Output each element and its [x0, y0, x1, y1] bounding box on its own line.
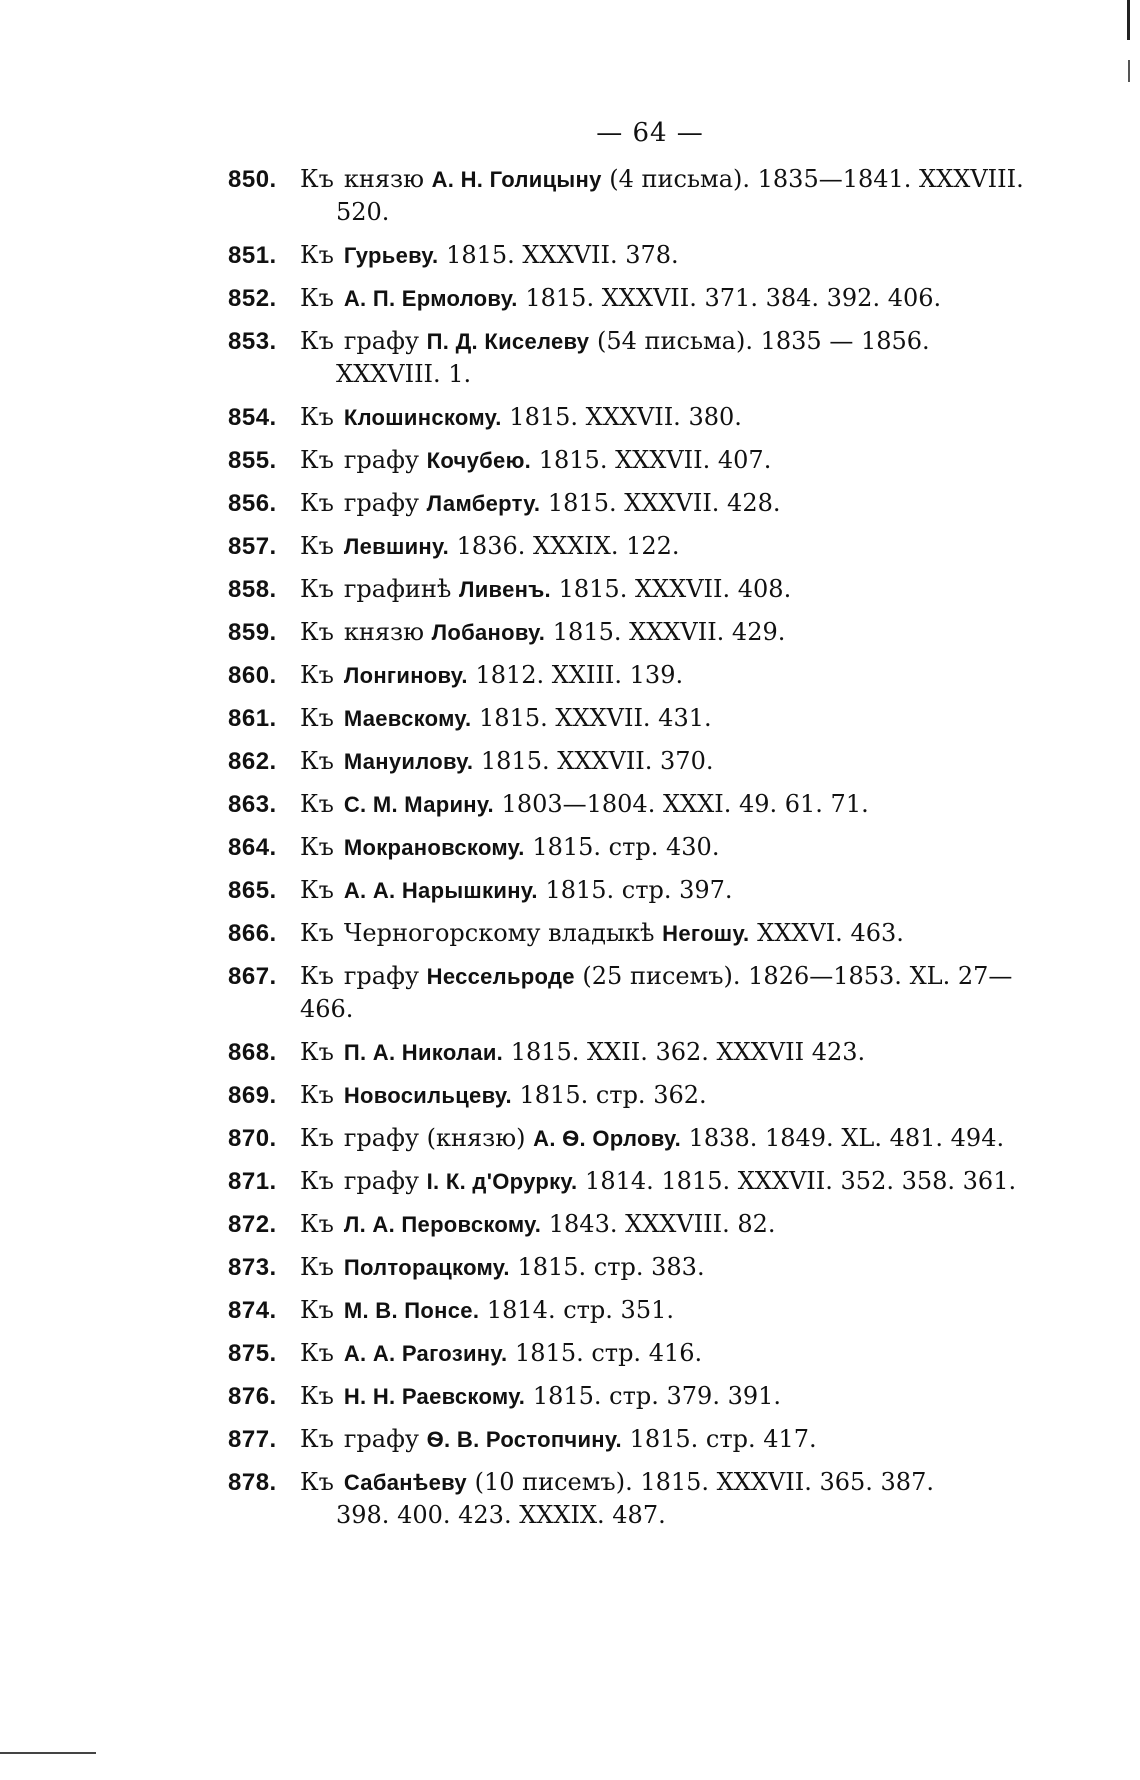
- entry-preposition: Къ: [300, 747, 334, 775]
- list-item: [228, 788, 1058, 821]
- list-item: [228, 874, 1058, 907]
- list-item: [228, 616, 1058, 649]
- entry-number: 857.: [228, 533, 277, 560]
- entry-number: 865.: [228, 877, 277, 904]
- page-edge-mark: [1128, 60, 1130, 82]
- entry-recipient-name: С. М. Марину.: [343, 792, 494, 817]
- list-item: [228, 325, 1058, 391]
- entry-recipient-name: М. В. Понсе.: [343, 1298, 480, 1323]
- list-item: [228, 282, 1058, 315]
- entry-recipient-name: Гурьеву.: [343, 243, 439, 268]
- entry-reference: 1803—1804. XXXI. 49. 61. 71.: [501, 790, 869, 818]
- entry-number: 854.: [228, 404, 277, 431]
- entry-recipient-name: А. А. Нарышкину.: [343, 878, 538, 903]
- entry-number: 853.: [228, 328, 277, 355]
- entry-reference: 1815. XXXVII. 408.: [558, 575, 792, 603]
- entry-preposition: Къ: [300, 1339, 334, 1367]
- entry-title: графу: [343, 489, 419, 517]
- list-item: [228, 659, 1058, 692]
- entry-reference: 1815. стр. 383.: [517, 1253, 705, 1281]
- list-item: [228, 1380, 1058, 1413]
- entry-recipient-name: Негошу.: [662, 921, 750, 946]
- entry-reference: 1814. стр. 351.: [486, 1296, 674, 1324]
- entry-title: Черногорскому владыкѣ: [343, 919, 655, 947]
- entry-reference: 1815. XXII. 362. XXXVII 423.: [510, 1038, 866, 1066]
- entry-text: [300, 745, 1058, 778]
- entry-text: [300, 1036, 1058, 1069]
- list-item: [228, 1251, 1058, 1284]
- entry-text: [300, 831, 1058, 864]
- entry-recipient-name: Клошинскому.: [343, 405, 502, 430]
- entry-reference: 1815. стр. 417.: [629, 1425, 817, 1453]
- entry-preposition: Къ: [300, 575, 334, 603]
- entry-preposition: Къ: [300, 790, 334, 818]
- list-item: [228, 745, 1058, 778]
- entry-text: [300, 1208, 1058, 1241]
- entry-number: 856.: [228, 490, 277, 517]
- entry-reference: 1843. XXXVIII. 82.: [548, 1210, 776, 1238]
- entry-reference: 1815. XXXVII. 428.: [547, 489, 781, 517]
- entry-text: [300, 1294, 1058, 1327]
- entry-number: 860.: [228, 662, 277, 689]
- entry-reference: 1836. XXXIX. 122.: [456, 532, 680, 560]
- entry-reference: 1838. 1849. XL. 481. 494.: [688, 1124, 1005, 1152]
- entry-recipient-name: П. А. Николаи.: [343, 1040, 504, 1065]
- entry-text: [300, 1165, 1058, 1198]
- entry-reference: (25 писемъ). 1826—1853. XL. 27—466.: [300, 962, 1013, 1023]
- entry-continuation: 398. 400. 423. XXXIX. 487.: [336, 1501, 666, 1529]
- entry-recipient-name: Ливенъ.: [458, 577, 551, 602]
- entry-title: графу: [343, 1167, 419, 1195]
- entry-recipient-name: Ламберту.: [426, 491, 541, 516]
- list-item: [228, 702, 1058, 735]
- entry-text: [300, 487, 1058, 520]
- entry-reference: 1815. XXXVII. 378.: [446, 241, 679, 269]
- entry-preposition: Къ: [300, 284, 334, 312]
- entry-reference: 1815. стр. 379. 391.: [532, 1382, 782, 1410]
- entry-preposition: Къ: [300, 1210, 334, 1238]
- entry-number: 873.: [228, 1254, 277, 1281]
- entry-number: 874.: [228, 1297, 277, 1324]
- list-item: [228, 163, 1058, 229]
- list-item: [228, 1036, 1058, 1069]
- list-item: [228, 239, 1058, 272]
- entry-reference: 1815. стр. 416.: [515, 1339, 703, 1367]
- entry-preposition: Къ: [300, 403, 334, 431]
- entry-preposition: Къ: [300, 962, 334, 990]
- entry-text: [300, 239, 1058, 272]
- list-item: [228, 831, 1058, 864]
- list-item: [228, 530, 1058, 563]
- entry-reference: 1814. 1815. XXXVII. 352. 358. 361.: [585, 1167, 1017, 1195]
- page-edge-mark: [1127, 0, 1130, 40]
- entry-number: 868.: [228, 1039, 277, 1066]
- entry-recipient-name: І. К. д'Орурку.: [426, 1169, 578, 1194]
- entry-recipient-name: Лонгинову.: [343, 663, 468, 688]
- entry-number: 866.: [228, 920, 277, 947]
- list-item: [228, 1466, 1058, 1532]
- entry-text: [300, 917, 1058, 950]
- entry-recipient-name: Сабанѣеву: [343, 1470, 467, 1495]
- entry-preposition: Къ: [300, 704, 334, 732]
- entry-preposition: Къ: [300, 1081, 334, 1109]
- entry-text: [300, 1423, 1058, 1456]
- entry-title: князю: [343, 618, 424, 646]
- list-item: [228, 1423, 1058, 1456]
- entry-reference: 1815. XXXVII. 429.: [552, 618, 786, 646]
- entry-title: графу: [343, 327, 419, 355]
- entry-text: [300, 282, 1058, 315]
- entry-continuation: XXXVIII. 1.: [336, 360, 472, 388]
- entry-preposition: Къ: [300, 1382, 334, 1410]
- entry-recipient-name: Мокрановскому.: [343, 835, 525, 860]
- entry-preposition: Къ: [300, 1124, 334, 1152]
- entry-preposition: Къ: [300, 1296, 334, 1324]
- entry-recipient-name: Лобанову.: [431, 620, 546, 645]
- list-item: [228, 917, 1058, 950]
- entry-number: 861.: [228, 705, 277, 732]
- entry-text: [300, 659, 1058, 692]
- entry-preposition: Къ: [300, 1167, 334, 1195]
- entry-text: [300, 702, 1058, 735]
- entry-recipient-name: Новосильцеву.: [343, 1083, 512, 1108]
- entry-text: [300, 1251, 1058, 1284]
- entry-text: [300, 1337, 1058, 1370]
- entry-number: 876.: [228, 1383, 277, 1410]
- entry-text: [300, 325, 1058, 391]
- entry-title: графу (князю): [343, 1124, 526, 1152]
- entry-preposition: Къ: [300, 618, 334, 646]
- entry-text: [300, 788, 1058, 821]
- entry-text: [300, 444, 1058, 477]
- entry-number: 870.: [228, 1125, 277, 1152]
- entry-recipient-name: Полторацкому.: [343, 1255, 510, 1280]
- entry-preposition: Къ: [300, 833, 334, 861]
- entry-reference: 1815. XXXVII. 431.: [479, 704, 712, 732]
- entry-number: 875.: [228, 1340, 277, 1367]
- list-item: [228, 487, 1058, 520]
- entry-list: [228, 163, 1058, 1542]
- entry-recipient-name: А. П. Ермолову.: [343, 286, 518, 311]
- list-item: [228, 573, 1058, 606]
- entry-title: графу: [343, 1425, 419, 1453]
- entry-title: графу: [343, 446, 419, 474]
- entry-preposition: Къ: [300, 1468, 334, 1496]
- entry-number: 872.: [228, 1211, 277, 1238]
- entry-text: [300, 1466, 1058, 1532]
- entry-text: [300, 573, 1058, 606]
- entry-reference: 1815. XXXVII. 371. 384. 392. 406.: [525, 284, 942, 312]
- entry-number: 877.: [228, 1426, 277, 1453]
- entry-recipient-name: Кочубею.: [426, 448, 532, 473]
- entry-recipient-name: Левшину.: [343, 534, 450, 559]
- entry-text: [300, 530, 1058, 563]
- entry-number: 869.: [228, 1082, 277, 1109]
- list-item: [228, 1079, 1058, 1112]
- list-item: [228, 1208, 1058, 1241]
- entry-number: 862.: [228, 748, 277, 775]
- entry-preposition: Къ: [300, 1253, 334, 1281]
- entry-preposition: Къ: [300, 489, 334, 517]
- entry-reference: 1815. стр. 430.: [532, 833, 720, 861]
- entry-text: [300, 1079, 1058, 1112]
- entry-number: 850.: [228, 166, 277, 193]
- entry-number: 859.: [228, 619, 277, 646]
- entry-text: [300, 960, 1058, 1026]
- entry-preposition: Къ: [300, 327, 334, 355]
- entry-number: 863.: [228, 791, 277, 818]
- entry-preposition: Къ: [300, 1038, 334, 1066]
- entry-text: [300, 163, 1058, 229]
- entry-text: [300, 1122, 1058, 1155]
- entry-recipient-name: А. А. Рагозину.: [343, 1341, 508, 1366]
- entry-continuation: 520.: [336, 198, 390, 226]
- entry-preposition: Къ: [300, 241, 334, 269]
- page-number: — 64 —: [596, 118, 704, 148]
- entry-preposition: Къ: [300, 446, 334, 474]
- entry-reference: 1815. стр. 362.: [519, 1081, 707, 1109]
- entry-reference: 1815. стр. 397.: [545, 876, 733, 904]
- entry-preposition: Къ: [300, 661, 334, 689]
- entry-recipient-name: А. Ѳ. Орлову.: [533, 1126, 681, 1151]
- entry-title: князю: [343, 165, 424, 193]
- list-item: [228, 401, 1058, 434]
- entry-recipient-name: Маевскому.: [343, 706, 472, 731]
- entry-text: [300, 1380, 1058, 1413]
- entry-recipient-name: Ѳ. В. Ростопчину.: [426, 1427, 622, 1452]
- entry-number: 871.: [228, 1168, 277, 1195]
- entry-number: 867.: [228, 963, 277, 990]
- entry-preposition: Къ: [300, 876, 334, 904]
- entry-preposition: Къ: [300, 532, 334, 560]
- entry-text: [300, 874, 1058, 907]
- entry-number: 852.: [228, 285, 277, 312]
- entry-recipient-name: Нессельроде: [426, 964, 575, 989]
- entry-title: графу: [343, 962, 419, 990]
- entry-reference: XXXVI. 463.: [757, 919, 904, 947]
- entry-reference: 1812. XXIII. 139.: [475, 661, 684, 689]
- list-item: [228, 960, 1058, 1026]
- entry-number: 878.: [228, 1469, 277, 1496]
- entry-preposition: Къ: [300, 919, 334, 947]
- entry-recipient-name: П. Д. Киселеву: [426, 329, 590, 354]
- entry-number: 851.: [228, 242, 277, 269]
- entry-number: 864.: [228, 834, 277, 861]
- list-item: [228, 444, 1058, 477]
- entry-text: [300, 616, 1058, 649]
- entry-preposition: Къ: [300, 165, 334, 193]
- entry-text: [300, 401, 1058, 434]
- entry-preposition: Къ: [300, 1425, 334, 1453]
- list-item: [228, 1122, 1058, 1155]
- entry-reference: 1815. XXXVII. 370.: [480, 747, 714, 775]
- entry-recipient-name: Н. Н. Раевскому.: [343, 1384, 526, 1409]
- entry-recipient-name: Мануилову.: [343, 749, 474, 774]
- entry-reference: 1815. XXXVII. 407.: [538, 446, 772, 474]
- page-foot-mark: [0, 1752, 96, 1754]
- entry-reference: (54 письма). 1835 — 1856.: [596, 327, 930, 355]
- entry-recipient-name: А. Н. Голицыну: [431, 167, 602, 192]
- entry-title: графинѣ: [343, 575, 452, 603]
- entry-reference: (10 писемъ). 1815. XXXVII. 365. 387.: [474, 1468, 934, 1496]
- entry-reference: 1815. XXXVII. 380.: [509, 403, 742, 431]
- entry-recipient-name: Л. А. Перовскому.: [343, 1212, 542, 1237]
- entry-number: 858.: [228, 576, 277, 603]
- entry-reference: (4 письма). 1835—1841. XXXVIII.: [609, 165, 1024, 193]
- list-item: [228, 1337, 1058, 1370]
- list-item: [228, 1165, 1058, 1198]
- list-item: [228, 1294, 1058, 1327]
- entry-number: 855.: [228, 447, 277, 474]
